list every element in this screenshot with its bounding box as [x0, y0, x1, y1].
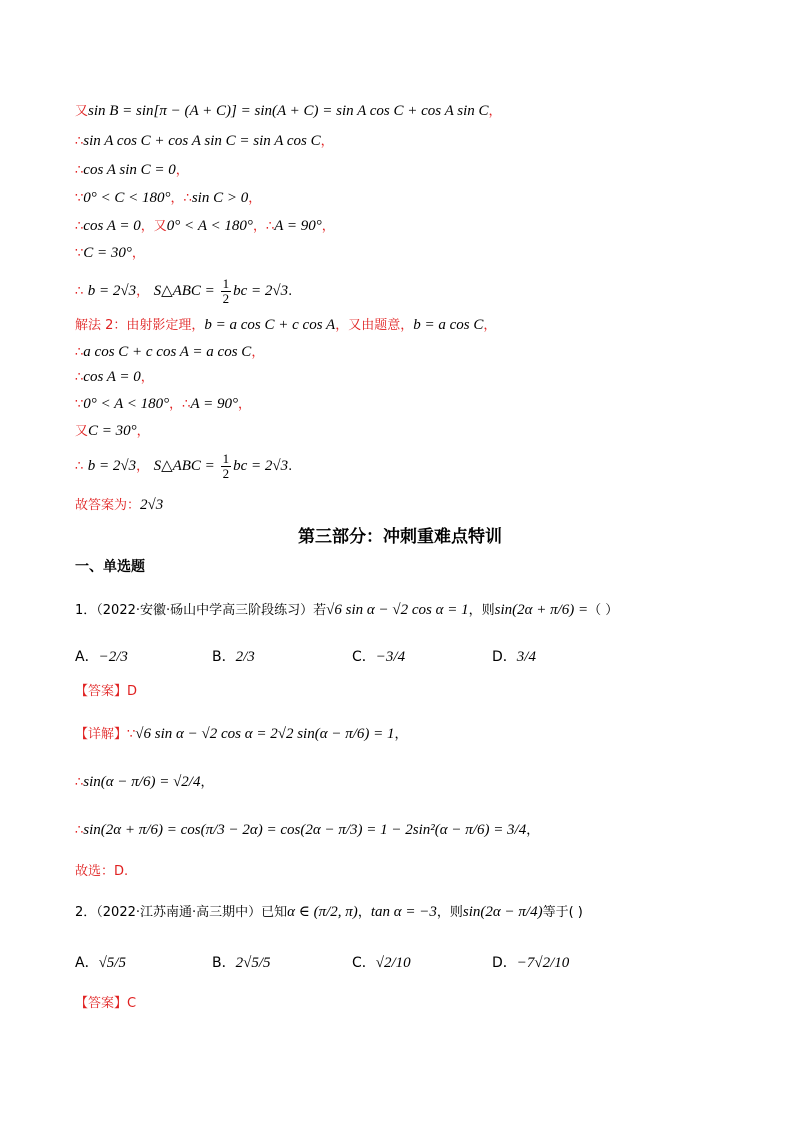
- solution-line-12: 又C = 30°，: [75, 423, 150, 439]
- fraction: $\frac{1}{2}$: [222, 275, 230, 306]
- solution-line-7: ∴ b = 2√3， S△ABC = $\frac{1}{2}$ bc = 2√3.: [75, 275, 293, 306]
- detail-choose: 故选：D.: [75, 864, 129, 879]
- solution-line-13: ∴ b = 2√3， S△ABC = $\frac{1}{2}$ bc = 2√3.: [75, 450, 293, 481]
- solution-line-5: ∴cos A = 0，又0° < A < 180°，∴A = 90°，: [75, 218, 335, 234]
- question-source: （2022·安徽·砀山中学高三阶段练习）若: [96, 603, 327, 618]
- option-d: D．3/4: [492, 649, 536, 665]
- option-b: B．2/3: [212, 649, 255, 665]
- solution-line-4: ∵0° < C < 180°，∴sin C > 0，: [75, 190, 262, 206]
- solution-line-11: ∵0° < A < 180°，∴A = 90°，: [75, 396, 251, 412]
- fraction: $\frac{1}{2}$: [222, 450, 230, 481]
- solution-line-9: ∴a cos C + c cos A = a cos C，: [75, 344, 265, 360]
- detail-line-1: 【详解】∵√6 sin α − √2 cos α = 2√2 sin(α − π/6) = 1，: [75, 726, 408, 742]
- math-expression: sin B = sin[π − (A + C)] = sin(A + C) = sin A cos C + cos A sin C: [88, 103, 489, 119]
- solution-line-2: ∴sin A cos C + cos A sin C = sin A cos C，: [75, 133, 334, 149]
- solution-line-3: ∴cos A sin C = 0，: [75, 162, 189, 178]
- option-a: A．√5/5: [75, 955, 126, 971]
- question-1: 1．（2022·安徽·砀山中学高三阶段练习）若√6 sin α − √2 cos α = 1，则sin(2α + π/6) =（ ）: [75, 602, 619, 618]
- option-a: A．−2/3: [75, 649, 128, 665]
- detail-line-2: ∴sin(α − π/6) = √2/4，: [75, 774, 214, 790]
- solution-line-1: 又sin B = sin[π − (A + C)] = sin(A + C) = sin A cos C + cos A sin C，: [75, 103, 502, 119]
- solution-line-10: ∴cos A = 0，: [75, 369, 154, 385]
- solution-line-8: 解法 2：由射影定理，b = a cos C + c cos A，又由题意，b = a cos C，: [75, 317, 497, 333]
- answer-tag: 【答案】C: [75, 996, 137, 1011]
- solution-answer: 故答案为：2√3: [75, 497, 164, 513]
- detail-line-3: ∴sin(2α + π/6) = cos(π/3 − 2α) = cos(2α − π/3) = 1 − 2sin²(α − π/6) = 3/4，: [75, 822, 540, 838]
- option-c: C．√2/10: [352, 955, 411, 971]
- part-heading: 第三部分：冲刺重难点特训: [298, 527, 502, 547]
- question-number: 1．: [75, 603, 97, 618]
- question-2: 2．（2022·江苏南通·高三期中）已知α ∈ (π/2, π)，tan α = −3，则sin(2α − π/4)等于( ): [75, 904, 583, 920]
- option-b: B．2√5/5: [212, 955, 271, 971]
- option-d: D．−7√2/10: [492, 955, 570, 971]
- solution-line-6: ∵C = 30°，: [75, 245, 145, 261]
- answer-tag: 【答案】D: [75, 684, 138, 699]
- section-title: 一、单选题: [75, 559, 145, 575]
- option-c: C．−3/4: [352, 649, 406, 665]
